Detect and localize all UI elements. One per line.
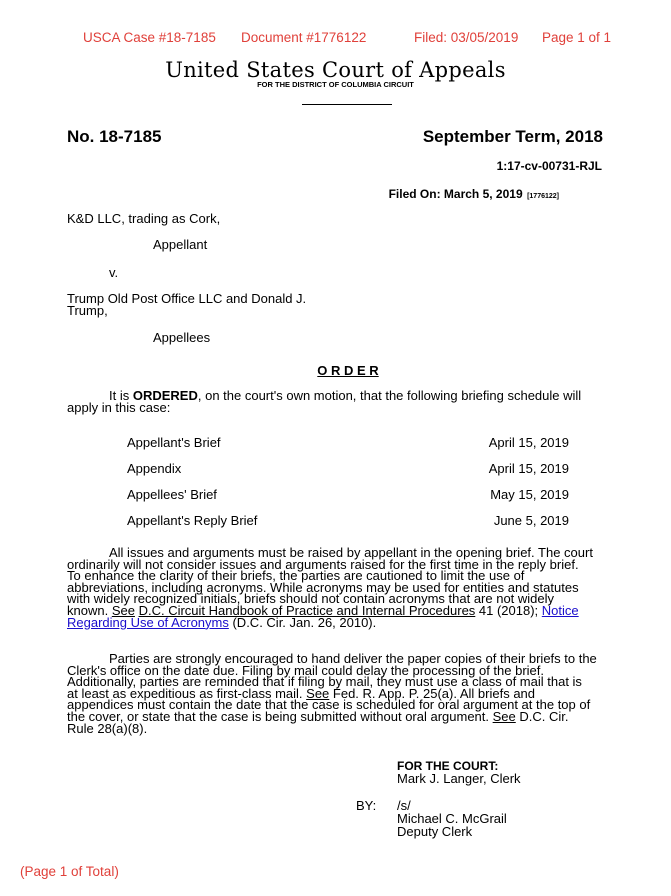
schedule-item: Appendix bbox=[127, 461, 182, 476]
filed-on bbox=[389, 185, 559, 203]
appellee-role: Appellees bbox=[153, 330, 211, 345]
notice-acronyms-link-continued[interactable]: Regarding Use of Acronyms bbox=[67, 614, 229, 630]
title-divider bbox=[302, 104, 392, 105]
schedule-row bbox=[127, 461, 569, 476]
order-heading: O R D E R bbox=[317, 363, 379, 378]
appellee-name-line1: Trump Old Post Office LLC and Donald J. bbox=[67, 291, 307, 306]
header-filed-date: Filed: 03/05/2019 bbox=[414, 30, 519, 45]
see-signal: See bbox=[306, 685, 330, 701]
schedule-date: April 15, 2019 bbox=[488, 461, 569, 476]
header-document-number: Document #1776122 bbox=[241, 30, 367, 45]
see-signal: See bbox=[111, 602, 135, 618]
header-page-count: Page 1 of 1 bbox=[542, 30, 612, 45]
schedule-date: April 15, 2019 bbox=[488, 435, 569, 450]
schedule-date: June 5, 2019 bbox=[493, 513, 569, 528]
lower-court-case: 1:17-cv-00731-RJL bbox=[496, 159, 602, 173]
appellant-role: Appellant bbox=[153, 237, 208, 252]
filed-on-id: [1776122] bbox=[527, 193, 559, 200]
versus: v. bbox=[109, 265, 119, 280]
signature-mark: /s/ bbox=[397, 798, 411, 813]
paragraph-delivery: Parties are strongly encouraged to hand deliver the paper copies of their briefs to the Clerk's office on the date due. Filing by mail could delay the processing of the brief. Additionally, parties are reminded that if filing by mail, they must use a class of mail that is at least as expeditious as first-class mail. See Fed. R. App. P. 25(a). All briefs and appendices must contain the date that the case is scheduled for oral argument at the top of the cover, or state that the case is being submitted without oral argument. See D.C. Cir. Rule 28(a)(8). bbox=[67, 651, 597, 736]
for-the-court: FOR THE COURT: bbox=[397, 759, 499, 773]
schedule-item: Appellees' Brief bbox=[127, 487, 217, 502]
schedule-row bbox=[127, 513, 569, 528]
schedule-row bbox=[127, 435, 569, 450]
schedule-row bbox=[127, 487, 569, 502]
by-label: BY: bbox=[356, 798, 377, 813]
clerk-name: Mark J. Langer, Clerk bbox=[397, 771, 521, 786]
schedule-item: Appellant's Brief bbox=[127, 435, 221, 450]
court-subtitle: FOR THE DISTRICT OF COLUMBIA CIRCUIT bbox=[257, 80, 414, 89]
docket-number: No. 18-7185 bbox=[67, 127, 162, 146]
paragraph-issues-acronyms: All issues and arguments must be raised by appellant in the opening brief. The court ordinarily will not consider issues and arguments raised for the first time in the reply brief. To enhance the clarity of their briefs, the parties are cautioned to limit the use of abbreviations, including acronyms. While acronyms may be used for entities and statutes with widely recognized initials, briefs should not contain acronyms that are not widely known. See D.C. Circuit Handbook of Practice and Internal Procedures 41 (2018); Notice Regarding Use of Acronyms (D.C. Cir. Jan. 26, 2010). bbox=[67, 545, 593, 630]
footer-page-total: (Page 1 of Total) bbox=[20, 864, 119, 879]
schedule-date: May 15, 2019 bbox=[490, 487, 569, 502]
see-signal: See bbox=[492, 708, 516, 724]
handbook-citation: D.C. Circuit Handbook of Practice and Internal Procedures bbox=[138, 602, 476, 618]
schedule-item: Appellant's Reply Brief bbox=[127, 513, 258, 528]
deputy-title: Deputy Clerk bbox=[397, 824, 473, 839]
court-term: September Term, 2018 bbox=[422, 127, 603, 146]
notice-acronyms-link[interactable]: Notice bbox=[541, 602, 579, 618]
order-intro: It is ORDERED, on the court's own motion, that the following briefing schedule will apply in this case: bbox=[67, 388, 582, 415]
court-name: United States Court of Appeals bbox=[165, 58, 506, 82]
filed-on-date: Filed On: March 5, 2019 bbox=[388, 187, 523, 201]
deputy-name: Michael C. McGrail bbox=[397, 811, 507, 826]
appellant-name: K&D LLC, trading as Cork, bbox=[67, 211, 221, 226]
header-case-number: USCA Case #18-7185 bbox=[83, 30, 216, 45]
appellee-name-line2: Trump, bbox=[67, 303, 108, 318]
